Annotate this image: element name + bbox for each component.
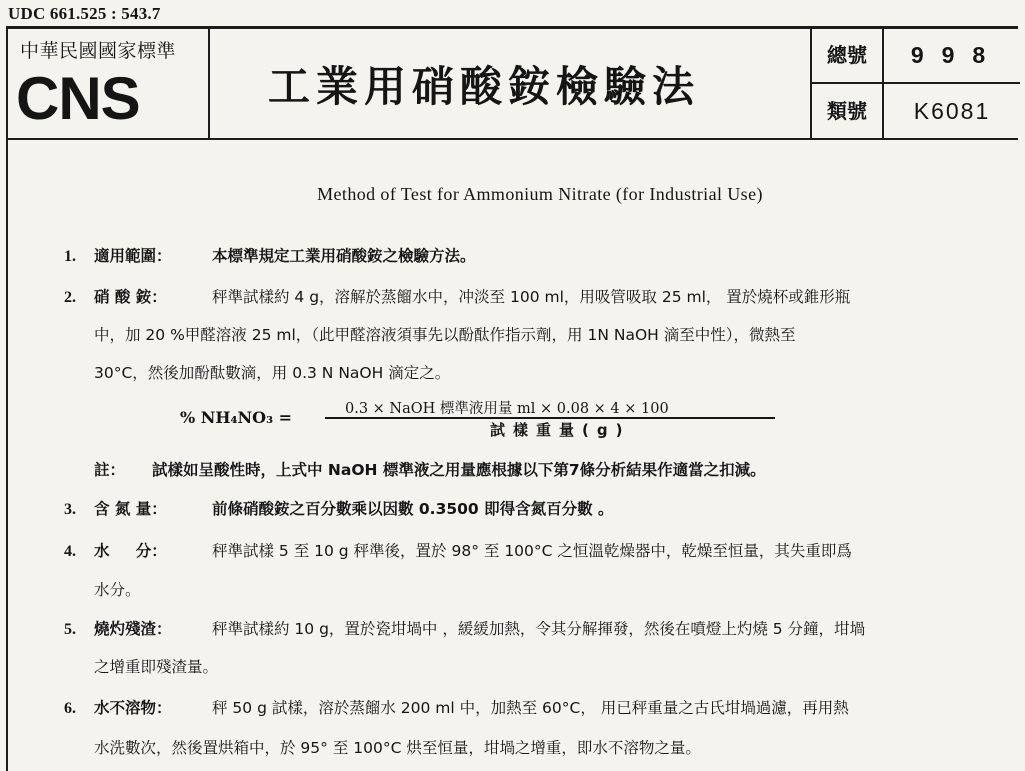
class-number-value: K6081 xyxy=(913,98,991,124)
section-text: 本標準規定工業用硝酸銨之檢驗方法。 xyxy=(212,247,476,265)
ammonium-nitrate-formula xyxy=(180,395,780,445)
section-text: 秤準試樣約 10 g，置於瓷坩堝中 ，緩緩加熱，令其分解揮發，然後在噴燈上灼燒 5 分鐘，坩堝 xyxy=(212,620,866,638)
note-label: 註： xyxy=(94,461,126,479)
document-header xyxy=(8,28,1018,140)
general-number-row xyxy=(812,28,1020,84)
udc-code: UDC 661.525 : 543.7 xyxy=(8,4,161,23)
standard-number-table xyxy=(810,28,1020,138)
cns-logo: CNS xyxy=(16,65,140,132)
section-term: 水不溶物： xyxy=(94,699,172,717)
section-term: 適用範圍： xyxy=(94,247,172,265)
formula-denominator: 試樣重量(g) xyxy=(490,421,631,439)
class-number-label: 類號 xyxy=(812,84,884,138)
section-3 xyxy=(64,497,614,519)
class-number-row xyxy=(812,84,1020,138)
section-term: 硝 酸 銨： xyxy=(94,288,167,306)
section-number: 2. xyxy=(64,289,76,306)
section-2-line-2: 中，加 20 %甲醛溶液 25 ml，（此甲醛溶液須事先以酚酞作指示劑，用 1N NaOH 滴至中性），微熱至 xyxy=(94,326,796,344)
general-number-label: 總號 xyxy=(812,28,884,82)
section-text: 秤準試樣 5 至 10 g 秤準後，置於 98° 至 100°C 之恒溫乾燥器中，乾燥至恒量，其失重即爲 xyxy=(212,542,852,560)
section-term: 燒灼殘渣： xyxy=(94,620,172,638)
section-number: 6. xyxy=(64,700,76,717)
section-number: 1. xyxy=(64,248,76,265)
document-title: 工業用硝酸銨檢驗法 xyxy=(268,62,701,111)
cns-logo-box xyxy=(8,28,210,138)
section-5-line-2: 之增重即殘渣量。 xyxy=(94,658,219,676)
section-2-line-3: 30°C，然後加酚酞數滴，用 0.3 N NaOH 滴定之。 xyxy=(94,364,451,382)
section-number: 4. xyxy=(64,543,76,560)
note-text: 試樣如呈酸性時，上式中 NaOH 標準液之用量應根據以下第7條分析結果作適當之扣減。 xyxy=(152,461,766,479)
standard-organization: 中華民國國家標準 xyxy=(20,40,177,62)
english-subtitle: Method of Test for Ammonium Nitrate (for Industrial Use) xyxy=(317,184,763,204)
section-6-line-2: 水洗數次，然後置烘箱中，於 95° 至 100°C 烘至恒量，坩堝之增重，即水不溶物之量。 xyxy=(94,739,701,757)
section-term: 含 氮 量： xyxy=(94,500,167,518)
section-4-line-2: 水分。 xyxy=(94,581,141,599)
section-6 xyxy=(64,696,849,718)
note xyxy=(94,458,766,480)
section-5 xyxy=(64,617,865,639)
section-text: 秤 50 g 試樣，溶於蒸餾水 200 ml 中，加熱至 60°C， 用已秤重量之古氏坩堝過濾，再用熱 xyxy=(212,699,849,717)
section-text: 前條硝酸銨之百分數乘以因數 0.3500 即得含氮百分數 。 xyxy=(212,500,614,518)
section-number: 5. xyxy=(64,621,76,638)
general-number-value: 998 xyxy=(910,42,1004,68)
section-number: 3. xyxy=(64,501,76,518)
section-term: 水 分： xyxy=(94,542,167,560)
section-text: 秤準試樣約 4 g，溶解於蒸餾水中，冲淡至 100 ml，用吸管吸取 25 ml， 置於燒杯或錐形瓶 xyxy=(212,288,851,306)
formula-lhs: % NH₄NO₃ = xyxy=(180,408,293,427)
section-2 xyxy=(64,285,850,307)
formula-numerator: 0.3 × NaOH 標準液用量 ml × 0.08 × 4 × 100 xyxy=(345,401,669,417)
section-4 xyxy=(64,539,852,561)
section-1 xyxy=(64,244,476,266)
